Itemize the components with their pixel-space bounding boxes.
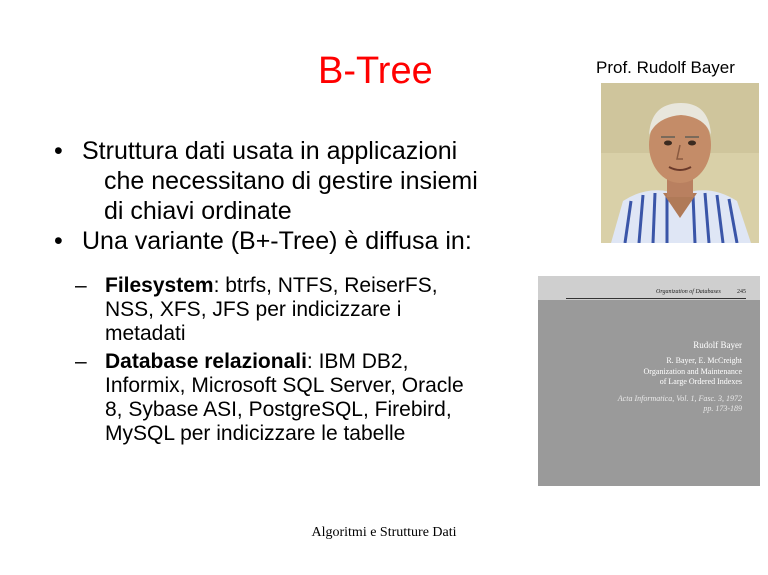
bullet-item bbox=[42, 226, 522, 256]
portrait-illustration bbox=[601, 83, 759, 243]
bullet-dot: • bbox=[54, 137, 63, 165]
paper-cover-image bbox=[538, 276, 760, 486]
subbullet-item bbox=[75, 274, 515, 346]
subbullet-dash: – bbox=[75, 350, 87, 373]
subbullet-line: metadati bbox=[105, 322, 186, 345]
subbullet-text: : IBM DB2, bbox=[306, 350, 409, 373]
bullet-item bbox=[42, 136, 522, 226]
photo-caption: Prof. Rudolf Bayer bbox=[596, 58, 735, 77]
bullet-dot: • bbox=[54, 227, 63, 255]
subbullet-item bbox=[75, 350, 515, 446]
bullet-text-line: che necessitano di gestire insiemi bbox=[104, 167, 478, 195]
portrait-photo bbox=[601, 83, 759, 243]
paper-page-number: 245 bbox=[737, 289, 746, 295]
paper-citation: Acta Informatica, Vol. 1, Fasc. 3, 1972 bbox=[617, 394, 742, 403]
subbullet-line: MySQL per indicizzare le tabelle bbox=[105, 422, 406, 445]
bullet-text-line: Una variante (B+-Tree) è diffusa in: bbox=[82, 227, 472, 255]
subbullet-line bbox=[105, 350, 515, 374]
bullet-list bbox=[42, 136, 522, 256]
subbullet-line: NSS, XFS, JFS per indicizzare i bbox=[105, 298, 402, 321]
subbullet-dash: – bbox=[75, 274, 87, 297]
slide-title: B-Tree bbox=[318, 50, 433, 92]
bullet-text-line: Struttura dati usata in applicazioni bbox=[82, 137, 458, 165]
subbullet-line: Informix, Microsoft SQL Server, Oracle bbox=[105, 374, 464, 397]
paper-header: Organization of Databases bbox=[656, 289, 721, 295]
paper-rule bbox=[566, 298, 746, 299]
subbullet-line: 8, Sybase ASI, PostgreSQL, Firebird, bbox=[105, 398, 452, 421]
paper-citation-pages: pp. 173-189 bbox=[703, 404, 742, 413]
bullet-text-line: di chiavi ordinate bbox=[104, 197, 292, 225]
subbullet-keyword: Database relazionali bbox=[105, 350, 307, 373]
subbullet-line bbox=[105, 274, 515, 298]
paper-top-band bbox=[538, 276, 760, 300]
paper-title-line: Organization and Maintenance bbox=[643, 367, 742, 376]
subbullet-keyword: Filesystem bbox=[105, 274, 214, 297]
subbullet-text: : btrfs, NTFS, ReiserFS, bbox=[213, 274, 438, 297]
slide-footer: Algoritmi e Strutture Dati bbox=[311, 525, 457, 540]
paper-title-line: of Large Ordered Indexes bbox=[659, 377, 742, 386]
paper-author: Rudolf Bayer bbox=[693, 340, 742, 350]
paper-authors: R. Bayer, E. McCreight bbox=[666, 356, 742, 365]
